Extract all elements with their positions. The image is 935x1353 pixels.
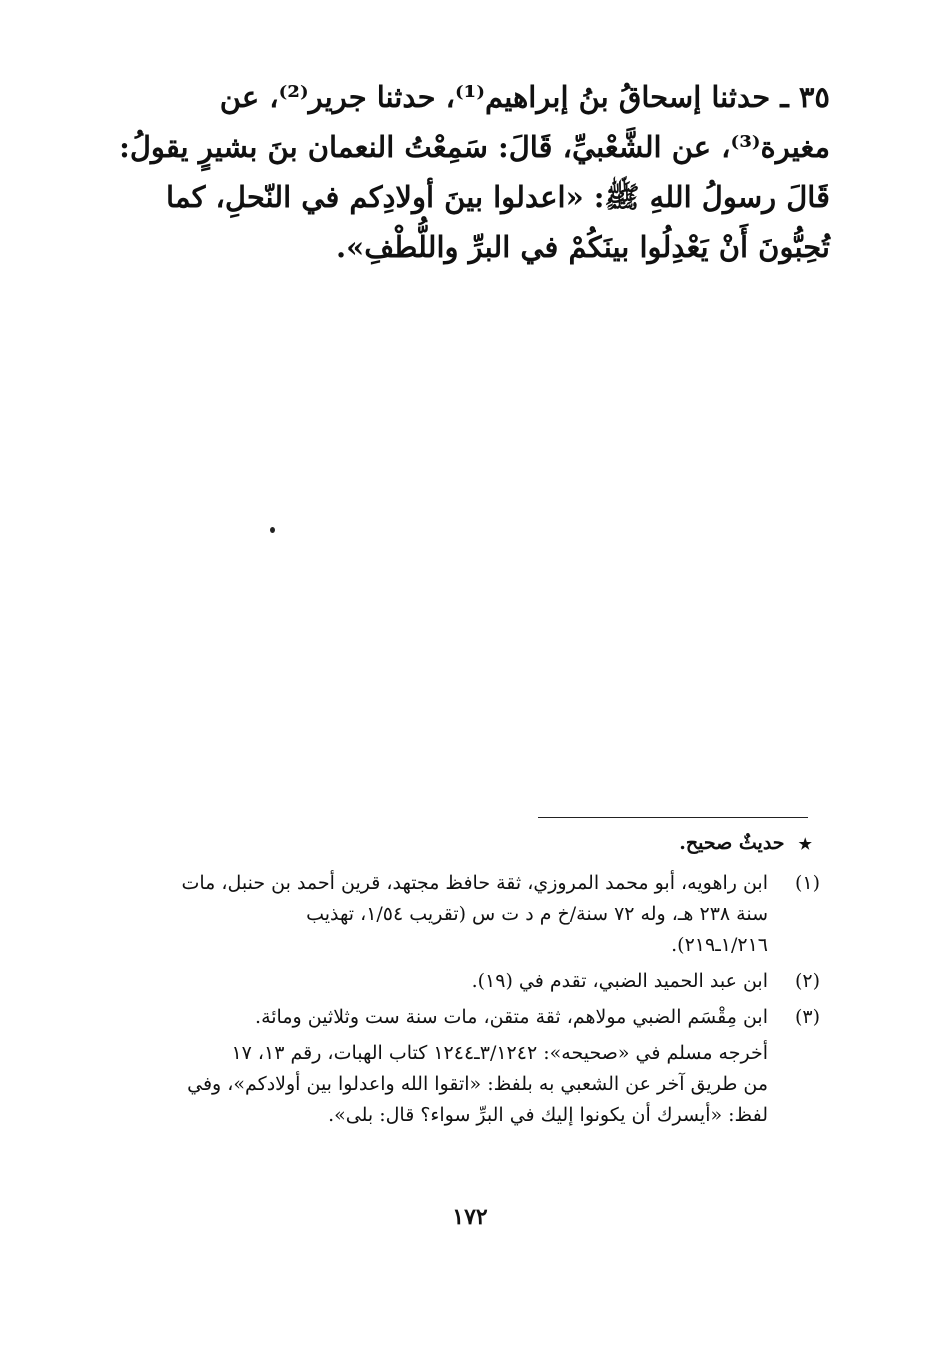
footnote-body bbox=[108, 868, 768, 961]
footnote-line: ابن عبد الحميد الضبي، تقدم في (١٩). bbox=[471, 970, 768, 992]
footnote-divider bbox=[538, 817, 808, 818]
footnote-marker: (٣) bbox=[794, 1006, 820, 1028]
hadith-line: ٣٥ ـ حدثنا إسحاقُ بنُ إبراهيم⁽¹⁾، حدثنا جرير⁽²⁾، عن bbox=[219, 80, 830, 114]
footnote-line: ابن مِقْسَم الضبي مولاهم، ثقة متقن، مات سنة ست وثلاثين ومائة. bbox=[255, 1006, 768, 1028]
takhrij-line: أخرجه مسلم في «صحيحه»: ٣/١٢٤٢ـ١٢٤٤ كتاب الهبات، رقم ١٣، ١٧ bbox=[231, 1042, 768, 1064]
takhrij-note bbox=[108, 1038, 768, 1131]
star-icon: ★ bbox=[798, 835, 812, 853]
hadith-line: مغيرة⁽³⁾، عن الشَّعْبيِّ، قَالَ: سَمِعْتُ النعمان بنَ بشيرٍ يقولُ: bbox=[119, 130, 830, 164]
takhrij-line: من طريق آخر عن الشعبي به بلفظ: «اتقوا الله واعدلوا بين أولادكم»، وفي bbox=[187, 1073, 768, 1095]
footnote-line: ١/٢١٦ـ٢١٩). bbox=[671, 934, 768, 956]
page-number: ١٧٢ bbox=[452, 1204, 488, 1230]
takhrij-line: لفظ: «أيسرك أن يكونوا إليك في البرِّ سواء؟ قال: بلى». bbox=[328, 1104, 768, 1126]
hadith-line: تُحِبُّونَ أَنْ يَعْدِلُوا بينَكُمْ في البرِّ واللُّطْفِ». bbox=[335, 230, 830, 264]
footnote-line: ابن راهويه، أبو محمد المروزي، ثقة حافظ مجتهد، قرين أحمد بن حنبل، مات bbox=[181, 872, 768, 894]
stray-ink-dot bbox=[270, 527, 275, 533]
footnote-marker: (٢) bbox=[794, 970, 820, 992]
footnote-3 bbox=[108, 1002, 820, 1033]
hadith-text bbox=[108, 72, 830, 272]
hadith-grade bbox=[108, 828, 820, 860]
footnote-body bbox=[108, 966, 768, 997]
footnote-line: سنة ٢٣٨ هـ، وله ٧٢ سنة/خ م د ت س (تقريب ١/٥٤، تهذيب bbox=[306, 903, 768, 925]
footnote-body bbox=[108, 1002, 768, 1033]
hadith-grade-text: حديثٌ صحيح. bbox=[679, 832, 785, 854]
footnotes bbox=[108, 828, 820, 1131]
footnote-2 bbox=[108, 966, 820, 997]
footnote-marker: (١) bbox=[794, 872, 820, 894]
footnote-1 bbox=[108, 868, 820, 961]
hadith-line: قَالَ رسولُ اللهِ ﷺ: «اعدلوا بينَ أولادِكم في النّحلِ، كما bbox=[166, 180, 830, 214]
